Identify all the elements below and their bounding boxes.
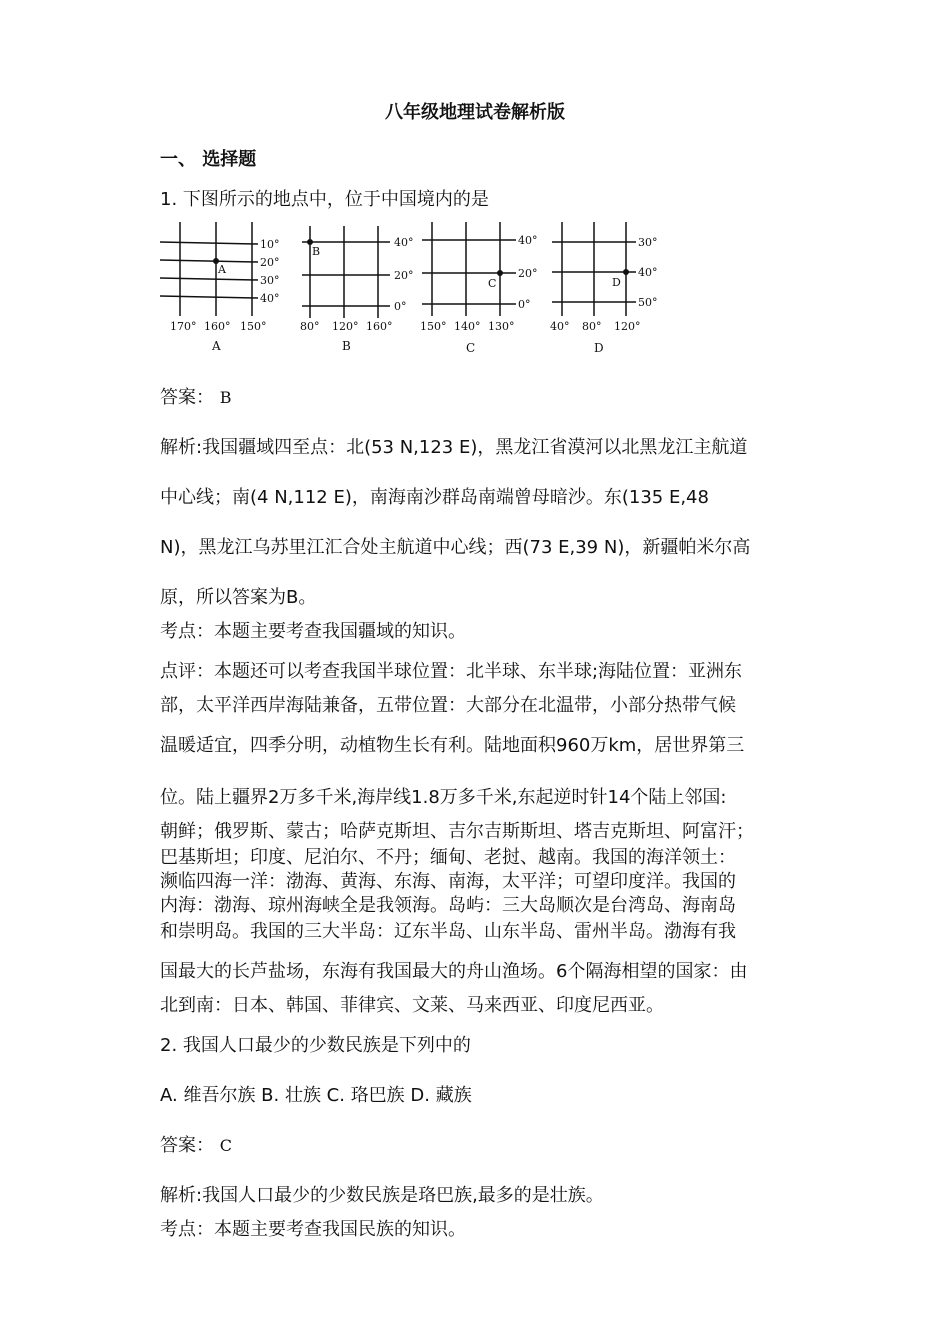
panel-label-d: D: [594, 341, 604, 355]
long-label: 80°: [582, 320, 602, 333]
grid-panel-a: [160, 222, 280, 353]
question-2-options: A. 维吾尔族 B. 壮族 C. 珞巴族 D. 藏族: [160, 1085, 472, 1106]
point-label-c: C: [488, 277, 497, 290]
dianping-line: 内海：渤海、琼州海峡全是我领海。岛屿：三大岛顺次是台湾岛、海南岛: [160, 895, 736, 916]
lat-label: 20°: [518, 267, 538, 280]
answer-1: [160, 386, 232, 410]
analysis-line: N)，黑龙江乌苏里江汇合处主航道中心线；西(73 E,39 N)，新疆帕米尔高: [160, 537, 751, 558]
analysis-line: 解析:我国疆域四至点：北(53 N,123 E)，黑龙江省漠河以北黑龙江主航道: [160, 437, 748, 458]
dianping-line: 朝鲜；俄罗斯、蒙古；哈萨克斯坦、吉尔吉斯斯坦、塔吉克斯坦、阿富汗；: [160, 821, 754, 842]
answer-value: C: [219, 1136, 232, 1155]
kaodian-1: 考点：本题主要考查我国疆域的知识。: [160, 621, 466, 642]
long-label: 170°: [170, 320, 197, 333]
lat-label: 50°: [638, 296, 658, 309]
lat-label: 0°: [518, 298, 531, 311]
question-1-stem: 1. 下图所示的地点中，位于中国境内的是: [160, 189, 489, 210]
dianping-line: 和崇明岛。我国的三大半岛：辽东半岛、山东半岛、雷州半岛。渤海有我: [160, 921, 736, 942]
document-title: 八年级地理试卷解析版: [385, 102, 565, 123]
point-label-b: B: [312, 245, 321, 258]
dianping-line: 位。陆上疆界2万多千米,海岸线1.8万多千米,东起逆时针14个陆上邻国:: [160, 787, 727, 808]
answer-2: [160, 1134, 232, 1158]
lat-label: 30°: [638, 236, 658, 249]
analysis-2: 解析:我国人口最少的少数民族是珞巴族,最多的是壮族。: [160, 1185, 604, 1206]
long-label: 150°: [240, 320, 267, 333]
lat-label: 20°: [260, 256, 280, 269]
long-label: 140°: [454, 320, 481, 333]
lat-label: 30°: [260, 274, 280, 287]
long-label: 120°: [614, 320, 641, 333]
lat-long-grid-figure: [158, 218, 668, 358]
lat-label: 0°: [394, 300, 407, 313]
answer-value: B: [219, 388, 232, 407]
grid-panel-b: [300, 226, 414, 353]
dianping-line: 濒临四海一洋：渤海、黄海、东海、南海，太平洋；可望印度洋。我国的: [160, 871, 736, 892]
panel-label-c: C: [466, 341, 476, 355]
long-label: 40°: [550, 320, 570, 333]
dianping-line: 点评：本题还可以考查我国半球位置：北半球、东半球;海陆位置：亚洲东: [160, 661, 743, 682]
panel-label-a: A: [212, 339, 221, 353]
dianping-line: 温暖适宜，四季分明，动植物生长有利。陆地面积960万km，居世界第三: [160, 735, 745, 756]
dianping-line: 巴基斯坦；印度、尼泊尔、不丹；缅甸、老挝、越南。我国的海洋领土：: [160, 847, 736, 868]
answer-label: 答案：: [160, 387, 214, 408]
long-label: 120°: [332, 320, 359, 333]
lat-label: 20°: [394, 269, 414, 282]
lat-label: 40°: [518, 234, 538, 247]
panel-label-b: B: [342, 339, 351, 353]
point-label-d: D: [612, 276, 621, 289]
grid-panel-c: [420, 222, 538, 355]
long-label: 160°: [204, 320, 231, 333]
lat-label: 40°: [394, 236, 414, 249]
section-heading: 一、 选择题: [160, 149, 257, 170]
long-label: 160°: [366, 320, 393, 333]
long-label: 150°: [420, 320, 447, 333]
kaodian-2: 考点：本题主要考查我国民族的知识。: [160, 1219, 466, 1240]
lat-label: 40°: [638, 266, 658, 279]
dianping-line: 国最大的长芦盐场，东海有我国最大的舟山渔场。6个隔海相望的国家：由: [160, 961, 748, 982]
lat-label: 40°: [260, 292, 280, 305]
dianping-line: 北到南：日本、韩国、菲律宾、文莱、马来西亚、印度尼西亚。: [160, 995, 664, 1016]
analysis-line: 原，所以答案为B。: [160, 587, 317, 608]
lat-label: 10°: [260, 238, 280, 251]
analysis-line: 中心线；南(4 N,112 E)，南海南沙群岛南端曾母暗沙。东(135 E,48: [160, 487, 709, 508]
question-2-stem: 2. 我国人口最少的少数民族是下列中的: [160, 1035, 471, 1056]
grid-panel-d: [550, 222, 658, 355]
point-label-a: A: [218, 263, 226, 276]
answer-label: 答案：: [160, 1135, 214, 1156]
long-label: 80°: [300, 320, 320, 333]
dianping-line: 部，太平洋西岸海陆兼备，五带位置：大部分在北温带，小部分热带气候: [160, 695, 736, 716]
long-label: 130°: [488, 320, 515, 333]
